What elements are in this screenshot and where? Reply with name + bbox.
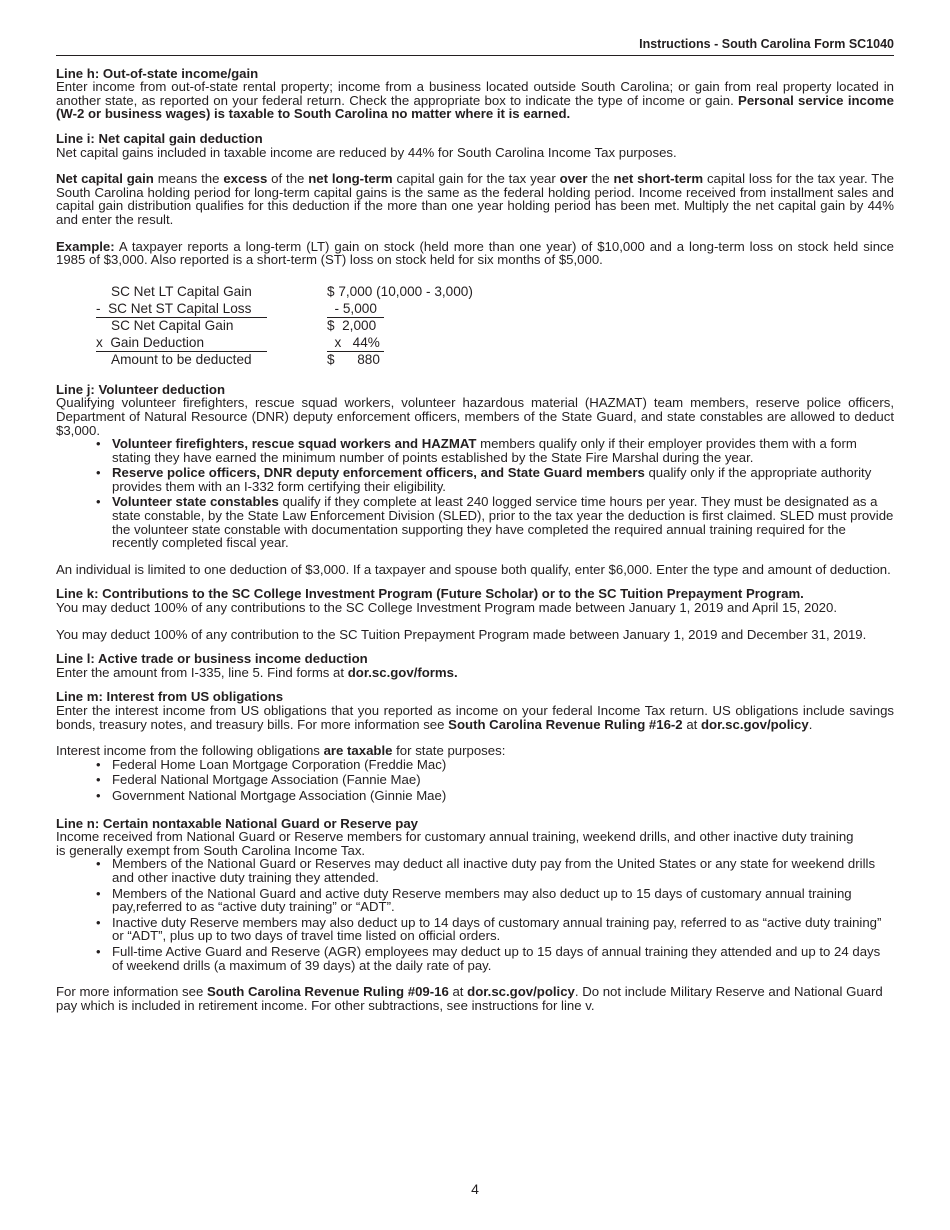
paragraph: Enter income from out-of-state rental property; income from a business located outside South Carolina; or gain from real property located in another state, as reported on your federal return. Check the appropriate box to indicate the type of income or gain. Personal service income (W-2 or business wages) is taxable to South Carolina no matter where it is earned. bbox=[56, 79, 894, 122]
bullet-list bbox=[56, 437, 894, 550]
paragraph-limit: An individual is limited to one deduction of $3,000. If a taxpayer and spouse both qualify, enter $6,000. Enter the type and amount of deduction. bbox=[56, 561, 891, 577]
paragraph-definition: Net capital gain means the excess of the net long-term capital gain for the tax year over the net short-term capital loss for the tax year. The South Carolina holding period for long-term capital gains is the same as the federal holding period. Income received from installment sales and capital gain distribution qualifies for this deduction if the more than one year holding period has been met. Multiply the net capital gain by 44% and enter the result. bbox=[56, 171, 894, 227]
paragraph: Net capital gains included in taxable income are reduced by 44% for South Carolina Income Tax purposes. bbox=[56, 144, 677, 160]
policy-link[interactable]: dor.sc.gov/policy bbox=[700, 716, 809, 732]
section-line-n bbox=[56, 817, 894, 1013]
calc-row: Amount to be deducted $ 880 bbox=[111, 351, 380, 367]
bullet-list bbox=[56, 857, 894, 972]
section-line-k bbox=[56, 587, 894, 641]
list-item: • Full-time Active Guard and Reserve (AGR) employees may deduct up to 15 days of annual training they attended and up to 24 days of weekend drills (a maximum of 39 days) at the daily rate of pay. bbox=[112, 945, 894, 972]
list-item: • Members of the National Guard and active duty Reserve members may also deduct up to 15 days of customary annual training pay,referred to as “active duty training” or “ADT”. bbox=[112, 887, 894, 914]
paragraph: Interest income from the following obligations are taxable for state purposes: bbox=[56, 743, 506, 759]
list-item: • Government National Mortgage Association (Ginnie Mae) bbox=[112, 789, 894, 803]
paragraph: Income received from National Guard or Reserve members for customary annual training, weekend drills, and other inactive duty training is generally exempt from South Carolina Income Tax. bbox=[56, 829, 854, 858]
list-item: • Federal National Mortgage Association (Fannie Mae) bbox=[112, 773, 894, 787]
list-item: • Members of the National Guard or Reserves may deduct all inactive duty pay from the United States or any state for weekend drills and other inactive duty training they attended. bbox=[112, 857, 894, 884]
section-line-h bbox=[56, 67, 894, 121]
calc-row: SC Net LT Capital Gain $ 7,000 (10,000 - 3,000) bbox=[111, 283, 473, 299]
calc-row: - SC Net ST Capital Loss - 5,000 bbox=[96, 300, 556, 317]
paragraph-more-info: For more information see South Carolina Revenue Ruling #09-16 at dor.sc.gov/policy. Do not include Military Reserve and National Guard pay which is included in retirement income. For other subtractions, see instructions for line v. bbox=[56, 984, 883, 1013]
section-heading: Line j: Volunteer deduction bbox=[56, 381, 225, 397]
paragraph: Enter the amount from I-335, line 5. Find forms at dor.sc.gov/forms. bbox=[56, 664, 458, 680]
paragraph: Enter the interest income from US obligations that you reported as income on your federal Income Tax return. US obligations include savings bonds, treasury notes, and treasury bills. For more information see South Carolina Revenue Ruling #16-2 at dor.sc.gov/policy. bbox=[56, 703, 894, 732]
section-heading: Line h: Out-of-state income/gain bbox=[56, 65, 259, 81]
list-item: • Volunteer firefighters, rescue squad workers and HAZMAT members qualify only if their employer provides them with a form stating they have earned the minimum number of points established by the State Fire Marshal during the year. bbox=[112, 437, 894, 464]
list-item: • Volunteer state constables qualify if they complete at least 240 logged service time hours per year. They must be designated as a state constable, by the State Law Enforcement Division (SLED), prior to the tax year the deduction is first claimed. SLED must provide the volunteer state constable with documentation supporting they have completed the required annual training required for the recently completed fiscal year. bbox=[112, 495, 894, 549]
page-header: Instructions - South Carolina Form SC1040 bbox=[56, 38, 894, 56]
section-line-i bbox=[56, 132, 894, 267]
list-item: • Reserve police officers, DNR deputy enforcement officers, and State Guard members qualify only if the appropriate authority provides them with an I-332 form certifying their eligibility. bbox=[112, 466, 894, 493]
section-line-l bbox=[56, 652, 894, 679]
forms-link[interactable]: dor.sc.gov/forms. bbox=[347, 664, 458, 680]
section-heading: Line n: Certain nontaxable National Guard or Reserve pay bbox=[56, 815, 419, 831]
paragraph: You may deduct 100% of any contribution to the SC Tuition Prepayment Program made between January 1, 2019 and December 31, 2019. bbox=[56, 626, 867, 642]
section-heading: Line i: Net capital gain deduction bbox=[56, 130, 263, 146]
document-page bbox=[56, 38, 894, 1012]
section-heading: Line l: Active trade or business income deduction bbox=[56, 651, 368, 667]
section-heading: Line k: Contributions to the SC College Investment Program (Future Scholar) or to the SC Tuition Prepayment Program. bbox=[56, 586, 804, 602]
section-heading: Line m: Interest from US obligations bbox=[56, 689, 284, 705]
section-line-j bbox=[56, 383, 894, 577]
paragraph: You may deduct 100% of any contributions to the SC College Investment Program made between January 1, 2019 and April 15, 2020. bbox=[56, 600, 837, 616]
bullet-list bbox=[56, 758, 894, 803]
page-number: 4 bbox=[471, 1181, 479, 1197]
section-line-m bbox=[56, 690, 894, 802]
paragraph-example: Example: A taxpayer reports a long-term (LT) gain on stock (held more than one year) of $10,000 and a long-term loss on stock held since 1985 of $3,000. Also reported is a short-term (ST) loss on stock held for six months of $5,000. bbox=[56, 238, 894, 268]
list-item: • Federal Home Loan Mortgage Corporation (Freddie Mac) bbox=[112, 758, 894, 772]
paragraph: Qualifying volunteer firefighters, rescue squad workers, volunteer hazardous material (HAZMAT) team members, reserve police officers, Department of Natural Resource (DNR) deputy enforcement officers, members of the State Guard, and state constables are allowed to deduct $3,000. bbox=[56, 395, 894, 438]
calc-row: SC Net Capital Gain $ 2,000 bbox=[111, 317, 377, 333]
policy-link[interactable]: dor.sc.gov/policy bbox=[467, 984, 575, 1000]
calculation-table bbox=[96, 283, 894, 369]
list-item: • Inactive duty Reserve members may also deduct up to 14 days of customary annual training pay, referred to as “active duty training” or “ADT”, plus up to two days of travel time listed on official orders. bbox=[112, 916, 894, 943]
calc-row: x Gain Deduction x 44% bbox=[96, 334, 556, 351]
